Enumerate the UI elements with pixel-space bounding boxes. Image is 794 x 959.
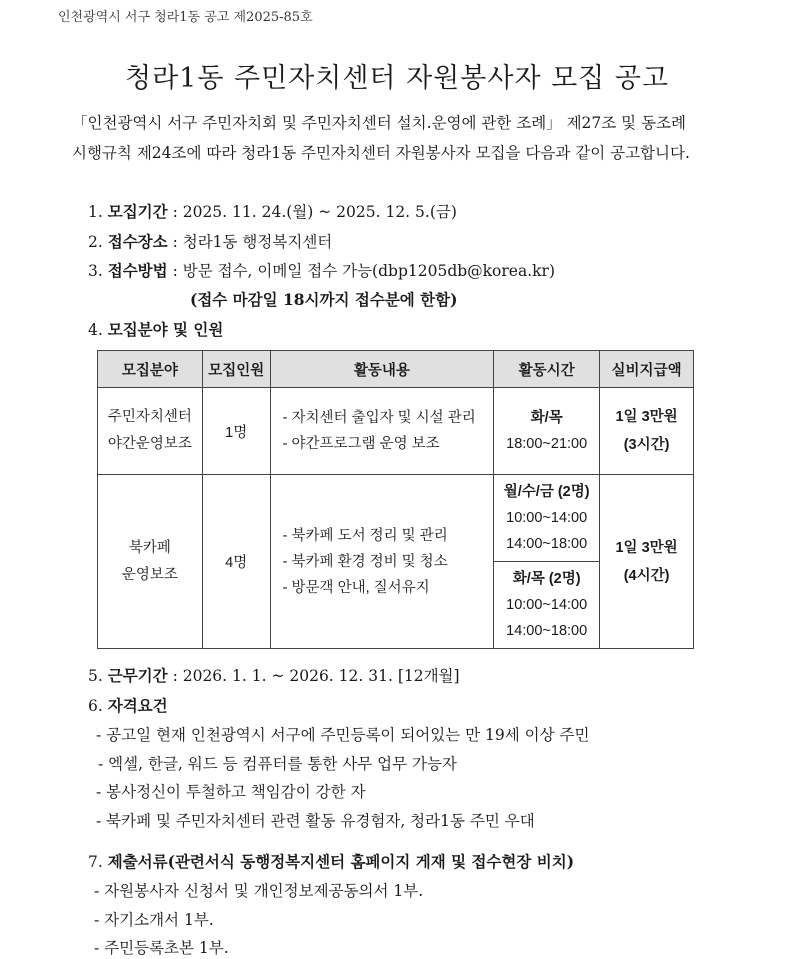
count-cell: 1명 [202,388,270,475]
pay-line: 1일 3만원 [615,539,678,556]
qualification-item: - 봉사정신이 투철하고 책임감이 강한 자 [96,783,366,801]
item-value: 방문 접수, 이메일 접수 가능(dbp1205db@korea.kr) [182,262,555,280]
item-work-period [88,664,460,686]
intro-line: 시행규칙 제24조에 따라 청라1동 주민자치센터 자원봉사자 모집을 다음과 같이 공고합니다. [72,144,690,162]
item-qualification [88,694,168,716]
qualification-item: - 북카페 및 주민자치센터 관련 활동 유경험자, 청라1동 주민 우대 [96,812,535,830]
reception-method-note: (접수 마감일 18시까지 접수분에 한함) [190,290,458,309]
item-label: 모집분야 및 인원 [107,320,224,339]
qualification-item: - 공고일 현재 인천광역시 서구에 주민등록이 되어있는 만 19세 이상 주민 [96,726,590,744]
item-recruit-fields [88,318,223,340]
item-value: 2025. 11. 24.(월) ~ 2025. 12. 5.(금) [182,203,457,221]
pay-line: 1일 3만원 [615,409,678,425]
item-separator: : [167,262,183,280]
item-number: 2. [88,233,103,251]
item-number: 5. [88,667,103,685]
field-line: 야간운영보조 [107,436,192,452]
time-cell [494,562,600,649]
activity-line: - 자치센터 출입자 및 시설 관리 [282,410,476,426]
time-days: 화/목 (2명) [512,571,581,587]
count-cell: 4명 [202,475,270,649]
item-label: 근무기간 [107,666,168,685]
table-row [98,388,694,475]
item-number: 4. [88,321,103,339]
field-line: 주민자치센터 [107,409,192,425]
pay-line: (4시간) [623,567,670,584]
item-number: 1. [88,203,103,221]
pay-line: (3시간) [623,437,670,453]
intro-line: 「인천광역시 서구 주민자치회 및 주민자치센터 설치.운영에 관한 조례」 제27조 및 동조례 [72,114,687,132]
time-cell [494,475,600,562]
table-header-cell: 활동시간 [494,351,600,388]
intro-paragraph [72,108,690,168]
item-label: 자격요건 [107,696,168,715]
activity-line: - 북카페 환경 정비 및 청소 [282,553,448,570]
time-cell [494,388,600,475]
time-hours: 18:00~21:00 [506,436,588,452]
activity-line: - 방문객 안내, 질서유지 [282,579,430,596]
time-hours: 14:00~18:00 [506,536,588,552]
document-item: - 주민등록초본 1부. [94,939,229,957]
field-line: 운영보조 [121,566,178,583]
item-documents [88,850,574,872]
item-label: 모집기간 [107,202,168,221]
item-number: 3. [88,262,103,280]
activity-cell [270,388,494,475]
item-separator: : [167,667,183,685]
item-number: 6. [88,697,103,715]
time-hours: 14:00~18:00 [506,623,588,639]
page-title: 청라1동 주민자치센터 자원봉사자 모집 공고 [125,63,669,94]
item-recruit-period [88,200,457,222]
item-separator: : [167,233,183,251]
field-line: 북카페 [128,539,171,556]
item-reception-place [88,230,332,252]
notice-number: 인천광역시 서구 청라1동 공고 제2025-85호 [58,10,313,25]
activity-line: - 북카페 도서 정리 및 관리 [282,527,448,544]
time-hours: 10:00~14:00 [506,510,588,526]
activity-line: - 야간프로그램 운영 보조 [282,436,440,452]
item-label: 접수방법 [107,261,168,280]
table-header-cell: 활동내용 [270,351,494,388]
recruit-table [97,350,694,649]
table-row [98,475,694,562]
item-number: 7. [88,853,103,871]
document-item: - 자원봉사자 신청서 및 개인정보제공동의서 1부. [94,882,424,900]
item-separator: : [167,203,183,221]
field-cell [98,475,203,649]
time-hours: 10:00~14:00 [506,597,588,613]
item-label: 제출서류(관련서식 동행정복지센터 홈페이지 게재 및 접수현장 비치) [107,852,575,871]
qualification-item: - 엑셀, 한글, 워드 등 컴퓨터를 통한 사무 업무 가능자 [98,755,457,773]
table-header-cell: 실비지급액 [600,351,694,388]
time-days: 월/수/금 (2명) [503,484,590,500]
item-label: 접수장소 [107,232,168,251]
item-value: 청라1동 행정복지센터 [182,233,333,251]
table-header-cell: 모집분야 [98,351,203,388]
pay-cell [600,388,694,475]
item-reception-method [88,259,555,281]
document-item: - 자기소개서 1부. [94,911,214,929]
field-cell [98,388,203,475]
item-value: 2026. 1. 1. ~ 2026. 12. 31. [12개월] [182,667,460,685]
pay-cell [600,475,694,649]
table-header-cell: 모집인원 [202,351,270,388]
time-days: 화/목 [530,410,563,426]
table-header-row [98,351,694,388]
activity-cell [270,475,494,649]
